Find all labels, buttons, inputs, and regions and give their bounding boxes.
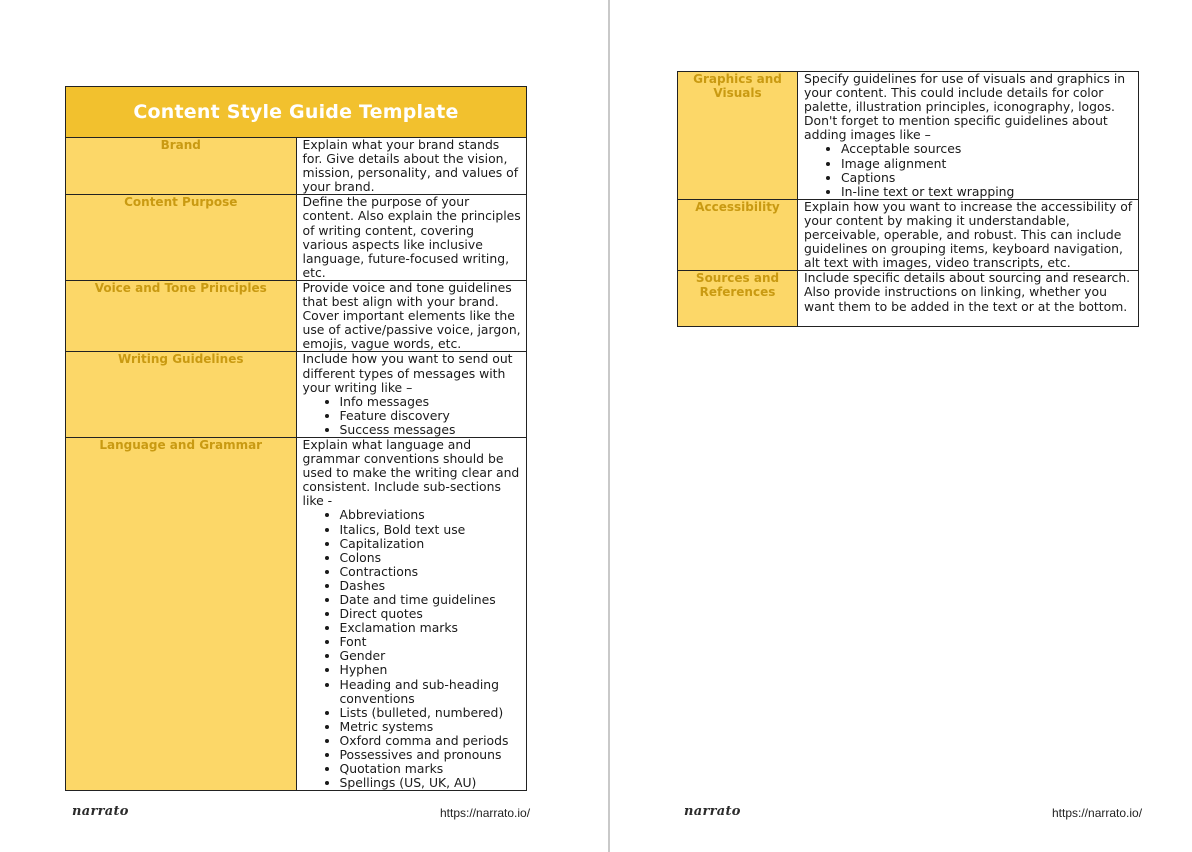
list-item: • Exclamation marks xyxy=(340,621,523,635)
row-label: Writing Guidelines xyxy=(66,352,297,438)
list-item: • Oxford comma and periods xyxy=(340,734,523,748)
list-item: • Lists (bulleted, numbered) xyxy=(340,706,523,720)
narrato-logo: narrato xyxy=(72,804,129,819)
list-item: • In-line text or text wrapping xyxy=(841,185,1134,199)
list-item: • Captions xyxy=(841,171,1134,185)
table-row xyxy=(678,199,1139,270)
list-item: • Success messages xyxy=(340,423,523,437)
list-item: • Acceptable sources xyxy=(841,142,1134,156)
row-label: Brand xyxy=(66,138,297,195)
list-item: • Info messages xyxy=(340,395,523,409)
list-item: • Heading and sub-heading conventions xyxy=(340,678,523,706)
bullet-list xyxy=(303,508,523,790)
row-label: Accessibility xyxy=(678,199,798,270)
list-item: • Spellings (US, UK, AU) xyxy=(340,776,523,790)
row-description xyxy=(296,352,527,438)
narrato-logo: narrato xyxy=(684,804,741,819)
list-item: • Feature discovery xyxy=(340,409,523,423)
table-title: Content Style Guide Template xyxy=(66,87,527,138)
row-description xyxy=(296,195,527,281)
table-row xyxy=(66,437,527,790)
list-item: • Quotation marks xyxy=(340,762,523,776)
list-item: • Capitalization xyxy=(340,537,523,551)
style-guide-table-continued xyxy=(677,71,1139,327)
bullet-list xyxy=(804,142,1134,198)
row-label: Content Purpose xyxy=(66,195,297,281)
row-text: Explain what your brand stands for. Give details about the vision, mission, personality, and values of your brand. xyxy=(302,137,519,195)
list-item: • Image alignment xyxy=(841,157,1134,171)
bullet-list xyxy=(303,395,523,437)
row-text: Specify guidelines for use of visuals and graphics in your content. This could include details for color palette, illustration principles, iconography, logos. Don't forget to mention specific guidelines about adding images like – xyxy=(804,71,1126,143)
row-text: Explain what language and grammar conventions should be used to make the writing clear and consistent. Include sub-sections like - xyxy=(302,437,520,509)
list-item: • Hyphen xyxy=(340,663,523,677)
list-item: • Metric systems xyxy=(340,720,523,734)
table-row xyxy=(678,72,1139,200)
row-description xyxy=(798,199,1139,270)
list-item: • Abbreviations xyxy=(340,508,523,522)
row-label: Graphics and Visuals xyxy=(678,72,798,200)
list-item: • Possessives and pronouns xyxy=(340,748,523,762)
row-text: Provide voice and tone guidelines that best align with your brand. Cover important elements like the use of active/passive voice, jargon, emojis, vague words, etc. xyxy=(302,280,521,352)
list-item: • Font xyxy=(340,635,523,649)
table-row xyxy=(66,138,527,195)
footer-url[interactable]: https://narrato.io/ xyxy=(440,806,531,820)
table-row xyxy=(66,352,527,438)
list-item: • Direct quotes xyxy=(340,607,523,621)
list-item: • Gender xyxy=(340,649,523,663)
row-description xyxy=(296,138,527,195)
list-item: • Contractions xyxy=(340,565,523,579)
right-page xyxy=(610,0,1192,852)
row-description xyxy=(296,280,527,351)
row-label: Language and Grammar xyxy=(66,437,297,790)
row-description xyxy=(798,271,1139,327)
table-row xyxy=(678,271,1139,327)
list-item: • Colons xyxy=(340,551,523,565)
row-description xyxy=(296,437,527,790)
row-label: Voice and Tone Principles xyxy=(66,280,297,351)
list-item: • Dashes xyxy=(340,579,523,593)
row-label: Sources and References xyxy=(678,271,798,327)
list-item: • Date and time guidelines xyxy=(340,593,523,607)
row-text: Define the purpose of your content. Also explain the principles of writing content, covering various aspects like inclusive language, future-focused writing, etc. xyxy=(302,194,521,280)
table-row xyxy=(66,280,527,351)
list-item: • Italics, Bold text use xyxy=(340,523,523,537)
style-guide-table xyxy=(65,86,527,791)
row-text: Include how you want to send out different types of messages with your writing like – xyxy=(302,351,513,395)
row-text: Explain how you want to increase the accessibility of your content by making it understandable, perceivable, operable, and robust. This can include guidelines on grouping items, keyboard navigation, alt text with images, video transcripts, etc. xyxy=(804,199,1133,271)
footer-url[interactable]: https://narrato.io/ xyxy=(1052,806,1143,820)
table-row xyxy=(66,195,527,281)
row-description xyxy=(798,72,1139,200)
row-text: Include specific details about sourcing and research. Also provide instructions on linking, whether you want them to be added in the text or at the bottom. xyxy=(804,270,1131,314)
